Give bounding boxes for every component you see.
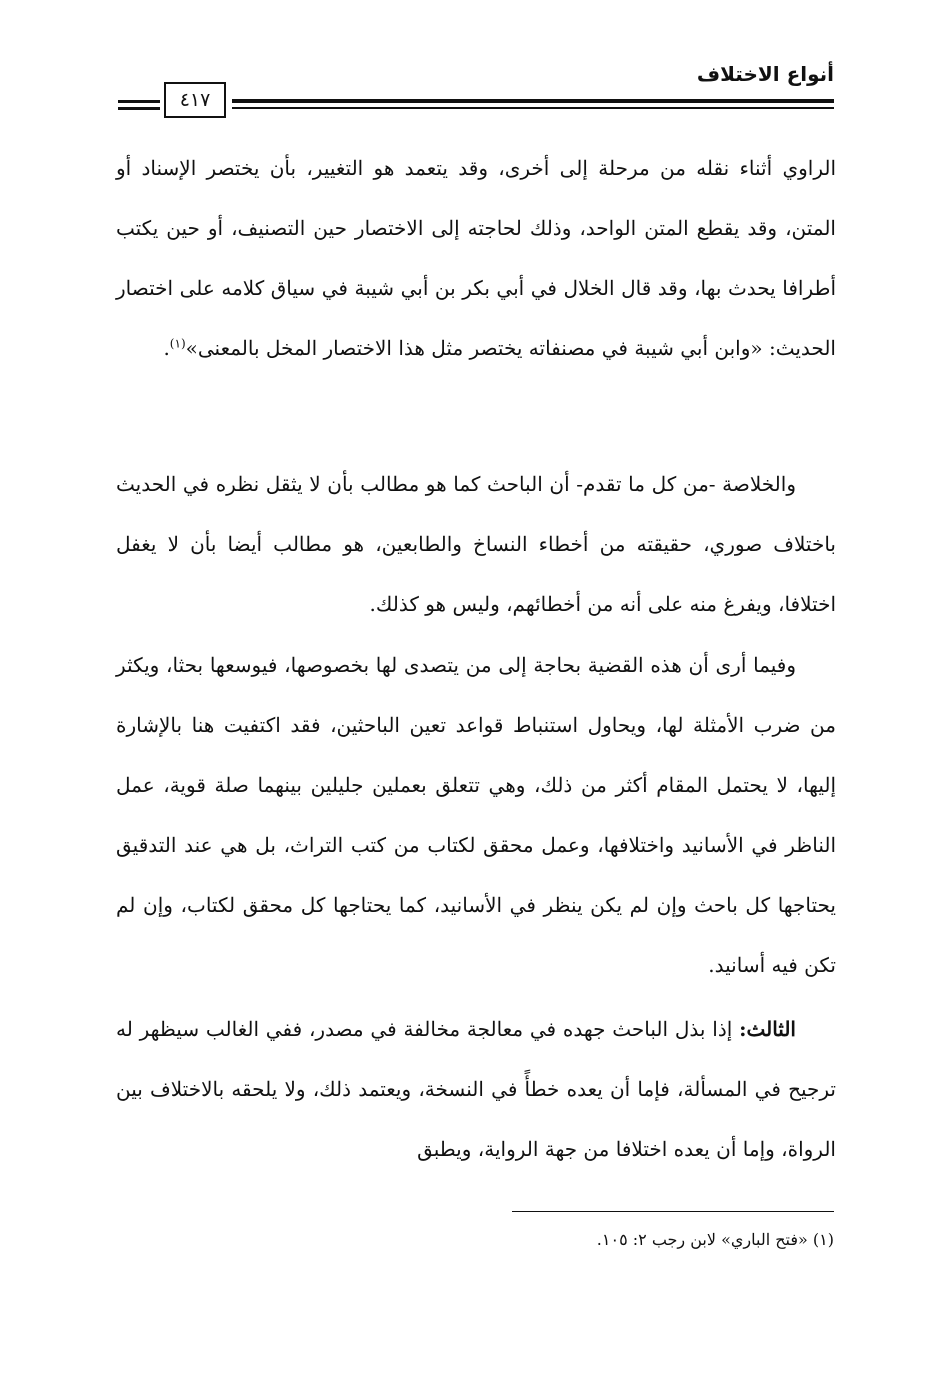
paragraph-1-end: . <box>163 336 170 360</box>
running-header-title: أنواع الاختلاف <box>696 62 834 86</box>
header-rule-left-1 <box>118 100 160 103</box>
page-number: ٤١٧ <box>164 82 226 118</box>
header-rule-thin <box>232 107 834 109</box>
header-rule-left-2 <box>118 107 160 110</box>
paragraph-1 <box>116 138 836 378</box>
footnote-separator <box>512 1211 834 1212</box>
paragraph-1-text: الراوي أثناء نقله من مرحلة إلى أخرى، وقد يتعمد هو التغيير، بأن يختصر الإسناد أو المتن، وقد يقطع المتن الواحد، وذلك لحاجته إلى الاختصار حين التصنيف، أو حين يكتب أطرافا يحدث بها، وقد قال الخلال في أبي بكر بن أبي شيبة في سياق كلامه على اختصار الحديث: «وابن أبي شيبة في مصنفاته يختصر مثل هذا الاختصار المخل بالمعنى» <box>116 156 836 360</box>
paragraph-3-text: وفيما أرى أن هذه القضية بحاجة إلى من يتصدى لها بخصوصها، فيوسعها بحثا، ويكثر من ضرب الأمثلة لها، ويحاول استنباط قواعد تعين الباحثين، فقد اكتفيت هنا بالإشارة إليها، لا يحتمل المقام أكثر من ذلك، وهي تتعلق بعملين جليلين بينهما صلة قوية، عمل الناظر في الأسانيد واختلافها، وعمل محقق لكتاب من كتب التراث، بل هي عند التدقيق يحتاجها كل باحث وإن لم يكن ينظر في الأسانيد، كما يحتاجها كل محقق لكتاب، وإن لم تكن فيه أسانيد. <box>116 653 836 977</box>
footnote-ref: (١) <box>169 336 186 351</box>
footnote: (١) «فتح الباري» لابن رجب ٢: ١٠٥. <box>596 1230 834 1249</box>
paragraph-2 <box>116 454 836 634</box>
paragraph-2-text: والخلاصة -من كل ما تقدم- أن الباحث كما هو مطالب بأن لا يثقل نظره في الحديث باختلاف صوري، حقيقته من أخطاء النساخ والطابعين، هو مطالب أيضا بأن لا يغفل اختلافا، ويفرغ منه على أنه من أخطائهم، وليس هو كذلك. <box>116 472 836 616</box>
header-rule-thick <box>232 99 834 103</box>
paragraph-4-text: إذا بذل الباحث جهده في معالجة مخالفة في مصدر، ففي الغالب سيظهر له ترجيح في المسألة، فإما أن يعده خطأً في النسخة، ويعتمد ذلك، ولا يلحقه بالاختلاف بين الرواة، وإما أن يعده اختلافا من جهة الرواية، ويطبق <box>116 1017 836 1161</box>
paragraph-3 <box>116 635 836 995</box>
paragraph-4 <box>116 999 836 1179</box>
paragraph-4-lead: الثالث: <box>739 1017 796 1041</box>
